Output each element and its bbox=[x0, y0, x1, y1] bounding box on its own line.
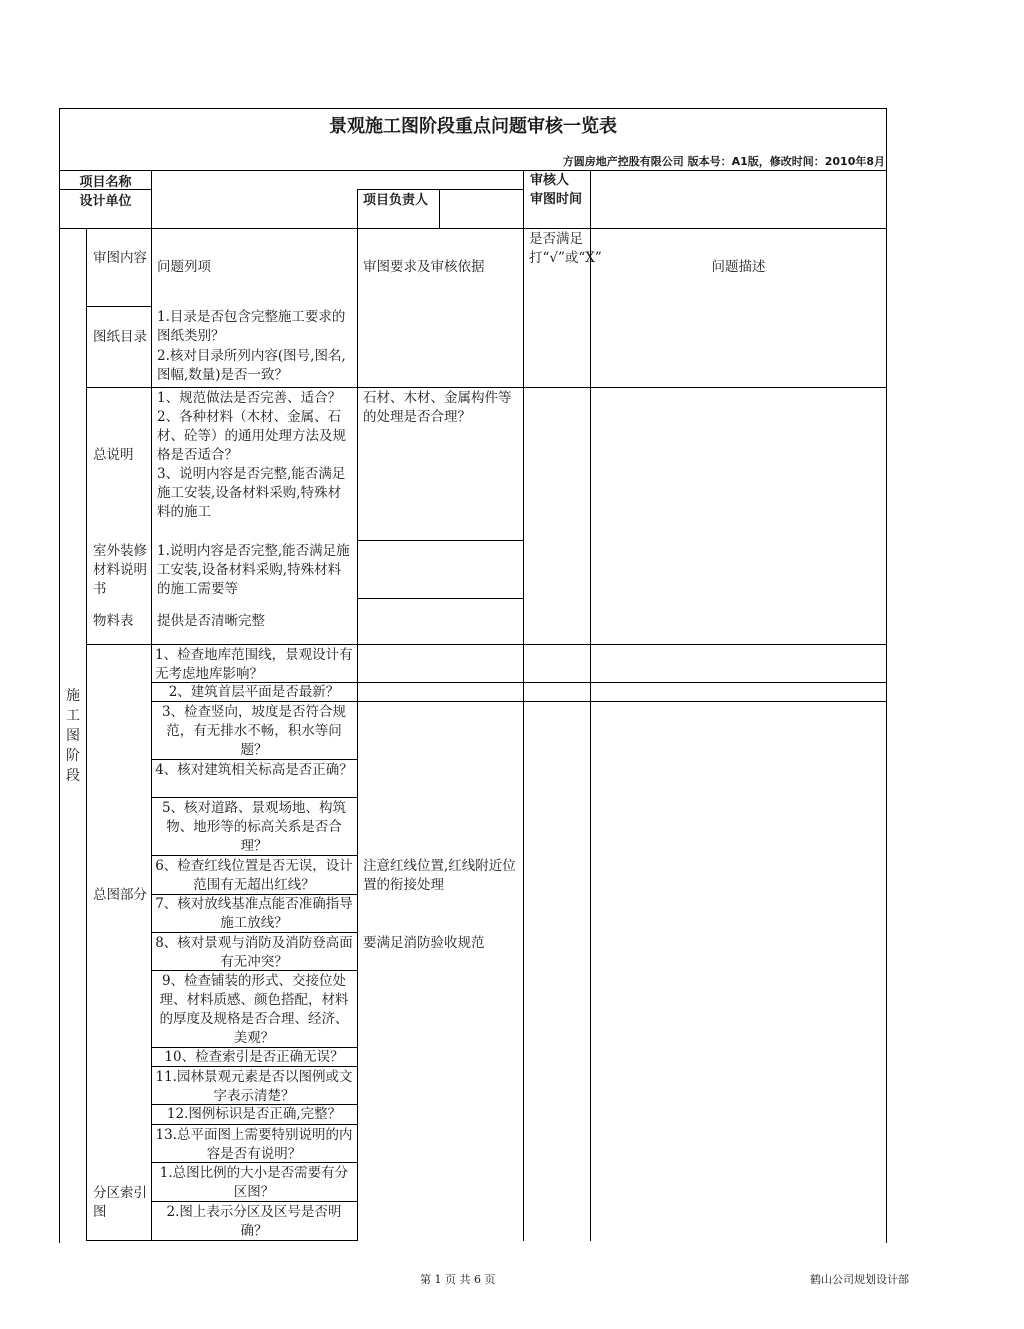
zone-index-item: 1.总图比例的大小是否需要有分区图？ bbox=[159, 1165, 349, 1200]
master-plan-req-redline: 注意红线位置,红线附近位置的衔接处理 bbox=[363, 858, 516, 893]
project-lead-label: 项目负责人 bbox=[363, 193, 429, 208]
materials-item: 提供是否清晰完整 bbox=[157, 613, 265, 629]
column-items: 问题列项 bbox=[157, 259, 211, 275]
general-requirement: 石材、木材、金属构件等的处理是否合理？ bbox=[363, 390, 512, 425]
master-plan-item: 13.总平面图上需要特别说明的内容是否有说明？ bbox=[155, 1127, 353, 1162]
master-plan-item: 2、建筑首层平面是否最新？ bbox=[168, 684, 340, 700]
document-title: 景观施工图阶段重点问题审核一览表 bbox=[329, 116, 617, 137]
column-description: 问题描述 bbox=[711, 259, 766, 275]
master-plan-item: 10、检查索引是否正确无误？ bbox=[164, 1049, 344, 1065]
master-plan-item: 3、检查竖向，坡度是否符合规范，有无排水不畅，积水等问题？ bbox=[161, 704, 347, 758]
department: 鹤山公司规划设计部 bbox=[810, 1273, 909, 1286]
review-time-label: 审图时间 bbox=[530, 192, 583, 207]
materials-label: 物料表 bbox=[93, 613, 134, 629]
master-plan-item: 8、核对景观与消防及消防登高面有无冲突？ bbox=[155, 935, 353, 970]
master-plan-item: 11.园林景观元素是否以图例或文字表示清楚？ bbox=[155, 1069, 353, 1104]
master-plan-item: 7、核对放线基准点能否准确指导施工放线？ bbox=[155, 896, 353, 931]
master-plan-item: 4、核对建筑相关标高是否正确？ bbox=[155, 762, 353, 778]
column-content: 审图内容 bbox=[93, 250, 147, 266]
general-item: 3、说明内容是否完整,能否满足施工安装,设备材料采购,特殊材料的施工 bbox=[157, 466, 346, 520]
exterior-label: 室外装修材料说明书 bbox=[93, 543, 147, 597]
catalog-item: 2.核对目录所列内容(图号,图名,图幅,数量)是否一致？ bbox=[157, 348, 346, 383]
page-number: 第 1 页 共 6 页 bbox=[420, 1273, 496, 1286]
catalog-label: 图纸目录 bbox=[93, 329, 147, 345]
project-name-label: 项目名称 bbox=[79, 175, 132, 190]
reviewer-label: 审核人 bbox=[530, 173, 570, 188]
general-label: 总说明 bbox=[93, 447, 134, 463]
general-item: 1、规范做法是否完善、适合？ bbox=[157, 390, 342, 406]
master-plan-item: 5、核对道路、景观场地、构筑物、地形等的标高关系是否合理？ bbox=[161, 800, 347, 854]
master-plan-req-fire: 要满足消防验收规范 bbox=[363, 935, 485, 951]
zone-index-item: 2.图上表示分区及区号是否明确？ bbox=[166, 1204, 342, 1239]
column-requirements: 审图要求及审核依据 bbox=[363, 259, 485, 275]
exterior-item: 1.说明内容是否完整,能否满足施工安装,设备材料采购,特殊材料的施工需要等 bbox=[157, 543, 350, 597]
master-plan-item: 9、检查铺装的形式、交接位处理、材料质感、颜色搭配，材料的厚度及规格是否合理、经济、美观？ bbox=[159, 973, 349, 1046]
master-plan-item: 6、检查红线位置是否无误，设计范围有无超出红线？ bbox=[155, 858, 353, 893]
column-satisfied: 是否满足打“√”或“X” bbox=[529, 231, 602, 266]
design-unit-label: 设计单位 bbox=[79, 194, 132, 209]
master-plan-label: 总图部分 bbox=[93, 887, 147, 903]
master-plan-item: 12.图例标识是否正确,完整？ bbox=[166, 1106, 342, 1122]
company-version-line: 方圆房地产控股有限公司 版本号：A1版，修改时间：2010年8月 bbox=[562, 155, 885, 168]
master-plan-item: 1、检查地库范围线，景观设计有无考虑地库影响？ bbox=[155, 647, 353, 682]
general-item: 2、各种材料（木材、金属、石材、砼等）的通用处理方法及规格是否适合？ bbox=[157, 409, 346, 463]
stage-label: 施工图阶段 bbox=[66, 688, 80, 784]
catalog-item: 1.目录是否包含完整施工要求的图纸类别？ bbox=[157, 309, 346, 344]
zone-index-label: 分区索引图 bbox=[93, 1185, 147, 1220]
